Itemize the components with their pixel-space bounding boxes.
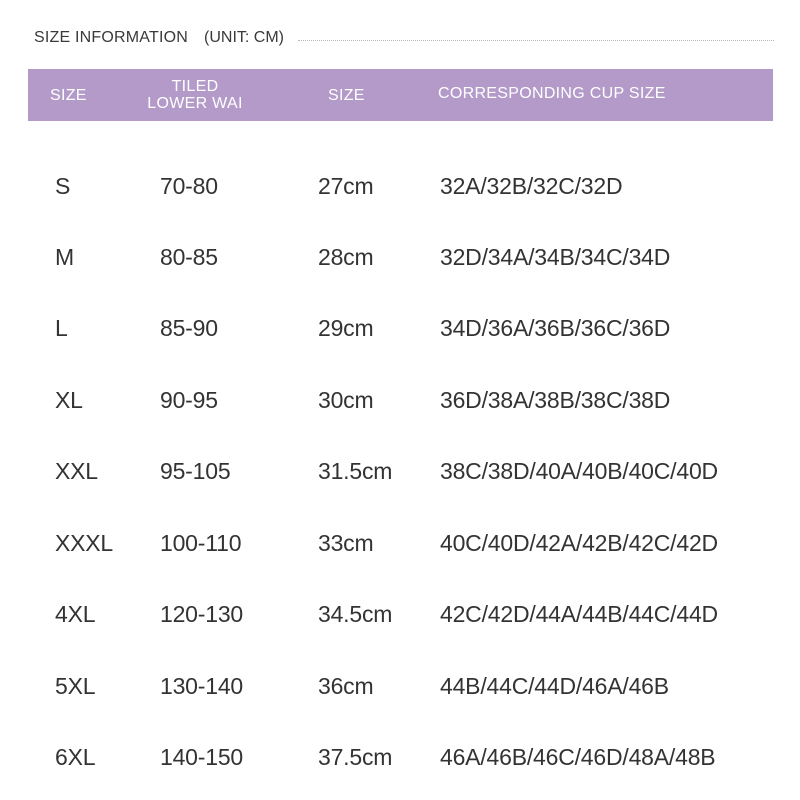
table-row	[0, 523, 800, 563]
cell-cup: 46A/46B/46C/46D/48A/48B	[440, 744, 716, 770]
cell-cup: 34D/36A/36B/36C/36D	[440, 315, 671, 341]
cell-length: 30cm	[318, 387, 374, 413]
table-row	[0, 737, 800, 777]
cell-size: 6XL	[55, 744, 96, 770]
table-row	[0, 166, 800, 206]
cell-size: 5XL	[55, 673, 96, 699]
cell-waist: 130-140	[160, 673, 244, 699]
cell-cup: 44B/44C/44D/46A/46B	[440, 673, 669, 699]
table-row	[0, 237, 800, 277]
header-waist-line2: LOWER WAI	[147, 95, 243, 112]
cell-size: M	[55, 244, 74, 270]
header-waist	[145, 69, 245, 121]
cell-length: 27cm	[318, 173, 374, 199]
table-row	[0, 451, 800, 491]
cell-waist: 95-105	[160, 458, 231, 484]
cell-length: 37.5cm	[318, 744, 393, 770]
cell-length: 36cm	[318, 673, 374, 699]
cell-length: 29cm	[318, 315, 374, 341]
header-cup-size: CORRESPONDING CUP SIZE	[438, 84, 666, 102]
table-row	[0, 594, 800, 634]
cell-size: L	[55, 315, 68, 341]
cell-cup: 36D/38A/38B/38C/38D	[440, 387, 671, 413]
cell-length: 34.5cm	[318, 601, 393, 627]
cell-size: XXL	[55, 458, 98, 484]
header-waist-line1: TILED	[171, 78, 219, 95]
cell-size: XXXL	[55, 530, 114, 556]
page-title: SIZE INFORMATION	[34, 29, 189, 46]
table-header	[28, 69, 773, 121]
cell-length: 33cm	[318, 530, 374, 556]
table-row	[0, 666, 800, 706]
header-length-size: SIZE	[328, 86, 365, 104]
table-row	[0, 308, 800, 348]
header-size: SIZE	[50, 86, 87, 104]
cell-size: S	[55, 173, 71, 199]
cell-waist: 100-110	[160, 530, 242, 556]
cell-cup: 42C/42D/44A/44B/44C/44D	[440, 601, 718, 627]
table-row	[0, 380, 800, 420]
cell-waist: 85-90	[160, 315, 218, 341]
cell-size: XL	[55, 387, 83, 413]
dotted-divider	[298, 40, 774, 41]
cell-cup: 32A/32B/32C/32D	[440, 173, 623, 199]
cell-cup: 40C/40D/42A/42B/42C/42D	[440, 530, 718, 556]
cell-waist: 140-150	[160, 744, 244, 770]
unit-label: (UNIT: CM)	[204, 29, 284, 46]
cell-waist: 120-130	[160, 601, 244, 627]
cell-cup: 38C/38D/40A/40B/40C/40D	[440, 458, 718, 484]
title-row	[34, 26, 774, 50]
cell-length: 31.5cm	[318, 458, 393, 484]
cell-waist: 80-85	[160, 244, 218, 270]
cell-waist: 70-80	[160, 173, 218, 199]
cell-waist: 90-95	[160, 387, 218, 413]
cell-size: 4XL	[55, 601, 96, 627]
cell-length: 28cm	[318, 244, 374, 270]
cell-cup: 32D/34A/34B/34C/34D	[440, 244, 671, 270]
